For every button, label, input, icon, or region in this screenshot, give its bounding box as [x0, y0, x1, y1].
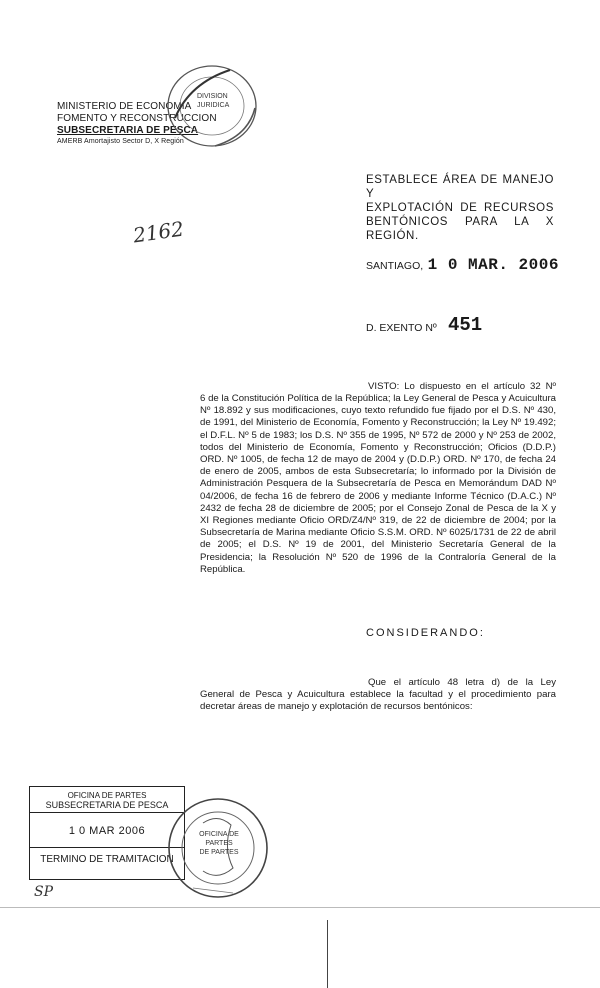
seal-top-text: DIVISION JURIDICA — [197, 93, 230, 109]
stamp-line-2: SUBSECRETARIA DE PESCA — [45, 800, 169, 810]
visto-first-line — [368, 381, 556, 393]
considerando-heading: CONSIDERANDO: — [366, 627, 485, 639]
title-line-2: EXPLOTACIÓN DE RECURSOS — [366, 202, 554, 214]
visto-first-text: Lo dispuesto en el artículo 32 Nº — [404, 381, 557, 392]
binding-mark — [327, 920, 328, 988]
ministry-line2: FOMENTO Y RECONSTRUCCION — [57, 113, 217, 124]
file-reference: AMERB Amortajisto Sector D, X Región — [57, 138, 184, 145]
visto-lead: VISTO: — [368, 381, 400, 392]
handwritten-note: 2162 — [131, 216, 186, 248]
considerando-first-line: Que el artículo 48 letra d) de la Ley — [368, 677, 556, 688]
considerando-body: General de Pesca y Acuicultura establece la facultad y el procedimiento para decretar áreas de manejo y explotación de recursos bentónicos: — [200, 689, 556, 713]
stamp-line-1: OFICINA DE PARTES — [67, 791, 147, 800]
place-date — [366, 256, 559, 274]
title-line-3: BENTÓNICOS PARA LA X REGIÓN. — [366, 216, 554, 242]
page-fold-line — [0, 907, 600, 908]
decree-label: D. EXENTO Nº — [366, 322, 437, 334]
ministry-name: MINISTERIO DE ECONOMIA — [57, 101, 192, 112]
place-label: SANTIAGO, — [366, 260, 424, 272]
title-line-1: ESTABLECE ÁREA DE MANEJO Y — [366, 174, 554, 200]
visto-body: 6 de la Constitución Política de la República; la Ley General de Pesca y Acuicultura Nº 18.892 y sus modificaciones, cuyo texto refundido fue fijado por el D.S. Nº 430, de 1991, del Ministerio de Economía, Fomento y Reconstrucción; la Ley Nº 19.492; el D.F.L. Nº 5 de 1983; los D.S. Nº 355 de 1995, Nº 572 de 2000 y Nº 253 de 2002, todos del Ministerio de Economía, Fomento y Reconstrucción; Oficios (D.D.P.) ORD. Nº 1005, de fecha 12 de mayo de 2004 y (D.D.P.) ORD. Nº 170, de fecha 24 de enero de 2005, ambos de esta Subsecretaría; lo informado por la División de Administración Pesquera de la Subsecretaría de Pesca en Memorándum DAD Nº 04/2006, de fecha 16 de febrero de 2006 y mediante Informe Técnico (D.A.C.) Nº 2432 de fecha 28 de diciembre de 2005; por el Consejo Zonal de Pesca de la X y XI Regiones mediante Oficio ORD/Z4/Nº 319, de 22 de diciembre de 2004; por la Subsecretaría de Marina mediante Oficio S.S.M. ORD. Nº 6025/1731 de 22 de abril de 2005; el D.S. Nº 19 de 2001, del Ministerio Secretaría General de la Presidencia; la Resolución Nº 520 de 1996 de la Contraloría General de la República. — [200, 393, 556, 575]
decree-number: 451 — [448, 314, 483, 336]
date-stamp: 1 0 MAR. 2006 — [427, 256, 559, 274]
document-title — [366, 173, 554, 243]
handwritten-initials: SP — [34, 884, 54, 900]
round-stamp-text: OFICINA DE PARTES DE PARTES — [199, 831, 239, 856]
stamp-date: 1 0 MAR 2006 — [68, 825, 146, 837]
stamp-line-3: TERMINO DE TRAMITACION — [40, 854, 174, 865]
subsecretaria-name: SUBSECRETARIA DE PESCA — [57, 125, 199, 136]
oficina-partes-stamp — [29, 786, 185, 880]
